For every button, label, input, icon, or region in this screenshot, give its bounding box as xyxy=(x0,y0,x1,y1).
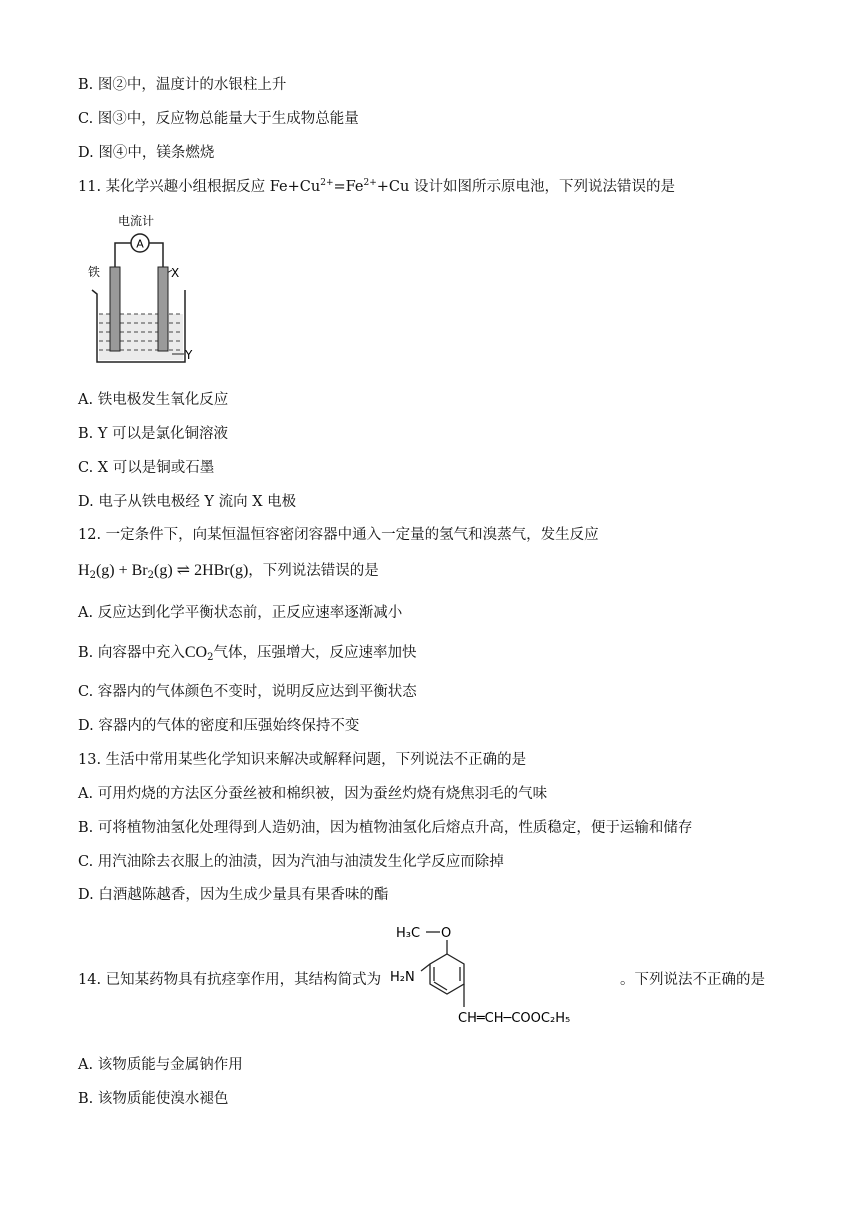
amino-group: H₂N xyxy=(390,970,415,985)
benzene-ring xyxy=(430,954,464,994)
option-14b: B. 该物质能使溴水褪色 xyxy=(78,1091,229,1107)
ammeter-label: 电流计 xyxy=(118,214,155,228)
option-12d: D. 容器内的气体的密度和压强始终保持不变 xyxy=(78,718,360,734)
option-13b: B. 可将植物油氢化处理得到人造奶油，因为植物油氢化后熔点升高，性质稳定，便于运输和储存 xyxy=(78,820,693,836)
option-10c: C. 图③中，反应物总能量大于生成物总能量 xyxy=(78,111,359,127)
methyl-group: H₃C xyxy=(396,926,421,941)
question-12-equation: $H_2(g) + Br_2(g)$ ⇌ 2HBr(g)，下列说法错误的是 xyxy=(78,562,379,581)
option-11c: C. X 可以是铜或石墨 xyxy=(78,460,215,476)
question-14-tail: 。下列说法不正确的是 xyxy=(620,972,765,988)
iron-label: 铁 xyxy=(88,265,101,279)
option-12c: C. 容器内的气体颜色不变时，说明反应达到平衡状态 xyxy=(78,684,417,700)
galvanic-cell-diagram xyxy=(80,210,210,370)
option-11b: B. Y 可以是氯化铜溶液 xyxy=(78,426,229,442)
ammeter-symbol: A xyxy=(136,237,144,251)
option-12b: B. 向容器中充入$CO_2$气体，压强增大，反应速率加快 xyxy=(78,644,417,663)
structure-formula xyxy=(390,915,620,1030)
option-10b: B. 图②中，温度计的水银柱上升 xyxy=(78,77,287,93)
side-chain: CH═CH─COOC₂H₅ xyxy=(458,1011,571,1026)
x-electrode xyxy=(158,267,168,351)
option-10d: D. 图④中，镁条燃烧 xyxy=(78,145,215,161)
question-14-lead: 14. 已知某药物具有抗痉挛作用，其结构简式为 xyxy=(78,972,382,988)
option-13c: C. 用汽油除去衣服上的油渍，因为汽油与油渍发生化学反应而除掉 xyxy=(78,854,504,870)
option-13a: A. 可用灼烧的方法区分蚕丝被和棉织被，因为蚕丝灼烧有烧焦羽毛的气味 xyxy=(78,786,548,802)
iron-electrode xyxy=(110,267,120,351)
option-13d: D. 白酒越陈越香，因为生成少量具有果香味的酯 xyxy=(78,887,389,903)
x-label: X xyxy=(171,266,180,280)
question-12: 12. 一定条件下，向某恒温恒容密闭容器中通入一定量的氢气和溴蒸气，发生反应 xyxy=(78,527,599,543)
question-11: 11. 某化学兴趣小组根据反应 $Fe+Cu^{2+}=Fe^{2+}+Cu$ 设计如图所示原电池，下列说法错误的是 xyxy=(78,178,675,195)
option-11a: A. 铁电极发生氧化反应 xyxy=(78,392,229,408)
y-label: Y xyxy=(185,348,193,362)
option-14a: A. 该物质能与金属钠作用 xyxy=(78,1057,243,1073)
oxygen-atom: O xyxy=(441,926,452,941)
question-13: 13. 生活中常用某些化学知识来解决或解释问题，下列说法不正确的是 xyxy=(78,752,527,768)
option-12a: A. 反应达到化学平衡状态前，正反应速率逐渐减小 xyxy=(78,605,403,621)
option-11d: D. 电子从铁电极经 Y 流向 X 电极 xyxy=(78,494,297,510)
